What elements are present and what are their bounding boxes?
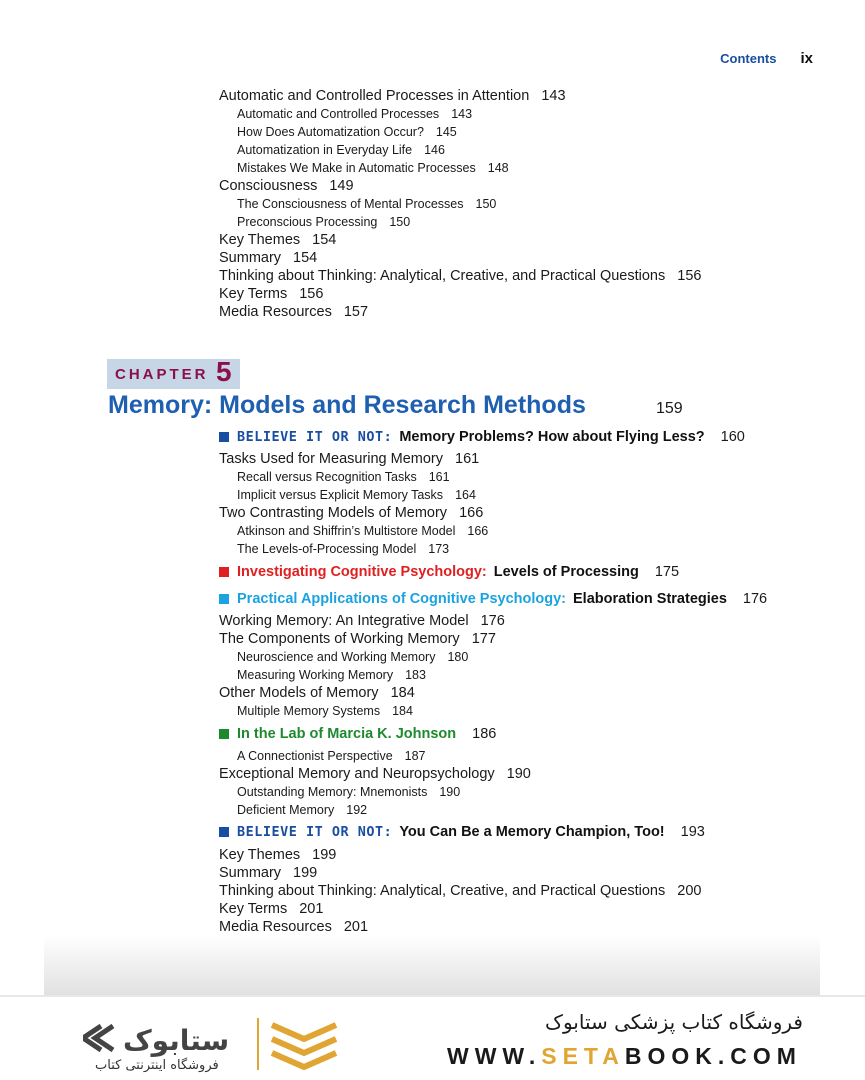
feature-title: Levels of Processing — [493, 564, 639, 580]
toc-entry — [237, 648, 468, 666]
logo-word: ستابوک — [123, 1024, 230, 1057]
toc-entry-title: Recall versus Recognition Tasks — [237, 470, 417, 484]
shop-url — [447, 1043, 802, 1070]
toc-entry-page: 146 — [424, 143, 445, 157]
toc-entry — [219, 177, 354, 195]
toc-entry — [237, 105, 472, 123]
toc-entry-title: A Connectionist Perspective — [237, 749, 393, 763]
toc-entry — [219, 87, 566, 105]
toc-entry — [237, 801, 367, 819]
toc-entry-page: 161 — [428, 470, 450, 484]
feature-lead: Investigating Cognitive Psychology: — [237, 564, 487, 580]
toc-entry-page: 156 — [299, 286, 324, 302]
feature-practical — [219, 590, 767, 608]
toc-entry — [219, 846, 336, 864]
logo-subtitle: فروشگاه اینترنتی کتاب — [95, 1058, 219, 1073]
toc-entry-title: Key Themes — [219, 232, 301, 248]
feature-investigating — [219, 563, 679, 581]
feature-title: Memory Problems? How about Flying Less? — [399, 429, 705, 445]
toc-entry-title: Tasks Used for Measuring Memory — [219, 451, 444, 467]
toc-entry — [237, 213, 410, 231]
toc-entry — [237, 141, 445, 159]
feature-believe-1 — [219, 428, 745, 446]
toc-entry-title: Summary — [219, 250, 282, 266]
toc-entry — [237, 195, 496, 213]
toc-entry-page: 199 — [312, 847, 337, 863]
toc-entry-title: Outstanding Memory: Mnemonists — [237, 785, 428, 799]
toc-entry-title: Neuroscience and Working Memory — [237, 650, 436, 664]
shop-name: فروشگاه کتاب پزشکی ستابوک — [545, 1010, 803, 1034]
feature-lead: BELIEVE IT OR NOT: — [237, 824, 393, 840]
toc-entry — [219, 918, 368, 936]
toc-entry — [219, 267, 701, 285]
toc-entry-title: Multiple Memory Systems — [237, 704, 381, 718]
toc-entry — [219, 765, 531, 783]
toc-entry — [219, 630, 496, 648]
feature-lab — [219, 725, 496, 743]
toc-entry-page: 166 — [467, 524, 489, 538]
toc-entry-title: Automatic and Controlled Processes — [237, 107, 440, 121]
toc-entry-page: 190 — [506, 766, 531, 782]
toc-entry — [219, 303, 368, 321]
toc-entry — [219, 864, 317, 882]
toc-entry-page: 200 — [677, 883, 702, 899]
feature-believe-2 — [219, 823, 705, 841]
footer-divider — [0, 995, 865, 997]
toc-entry-title: Automatization in Everyday Life — [237, 143, 413, 157]
feature-square-icon — [219, 432, 229, 442]
toc-entry-page: 161 — [455, 451, 480, 467]
toc-entry-page: 148 — [487, 161, 509, 175]
toc-entry-page: 150 — [475, 197, 497, 211]
toc-entry-title: Exceptional Memory and Neuropsychology — [219, 766, 495, 782]
chevron-logo-icon — [268, 1017, 340, 1075]
toc-entry-page: 164 — [455, 488, 476, 502]
toc-entry-title: Working Memory: An Integrative Model — [219, 613, 469, 629]
feature-page: 160 — [720, 429, 745, 445]
toc-entry-title: Atkinson and Shiffrin’s Multistore Model — [237, 524, 456, 538]
toc-entry — [237, 468, 450, 486]
toc-entry-page: 149 — [329, 178, 354, 194]
toc-entry-title: Deficient Memory — [237, 803, 335, 817]
toc-entry — [237, 522, 488, 540]
toc-entry — [219, 504, 483, 522]
feature-square-icon — [219, 729, 229, 739]
toc-entry-title: Other Models of Memory — [219, 685, 379, 701]
logo-divider — [257, 1018, 259, 1070]
toc-entry-title: Preconscious Processing — [237, 215, 378, 229]
feature-square-icon — [219, 827, 229, 837]
feature-square-icon — [219, 594, 229, 604]
url-suffix: BOOK.COM — [624, 1043, 802, 1069]
toc-entry-title: Two Contrasting Models of Memory — [219, 505, 448, 521]
toc-entry-title: Thinking about Thinking: Analytical, Creative, and Practical Questions — [219, 268, 666, 284]
toc-entry — [237, 159, 509, 177]
toc-entry-page: 176 — [480, 613, 505, 629]
feature-lead: In the Lab of Marcia K. Johnson — [237, 726, 457, 742]
feature-lead: Practical Applications of Cognitive Psychology: — [237, 591, 566, 607]
toc-entry — [237, 486, 476, 504]
feature-lead: BELIEVE IT OR NOT: — [237, 429, 393, 445]
chapter-title: Memory: Models and Research Methods — [108, 391, 586, 419]
toc-entry-title: How Does Automatization Occur? — [237, 125, 424, 139]
feature-page: 176 — [742, 591, 768, 607]
toc-entry-title: Summary — [219, 865, 282, 881]
toc-entry — [219, 684, 415, 702]
toc-entry — [219, 612, 505, 630]
toc-entry-title: Key Terms — [219, 286, 288, 302]
toc-entry-title: Implicit versus Explicit Memory Tasks — [237, 488, 444, 502]
toc-entry-page: 143 — [541, 88, 566, 104]
toc-entry-title: Media Resources — [219, 304, 332, 320]
toc-entry — [219, 450, 479, 468]
url-prefix: WWW. — [447, 1043, 542, 1069]
toc-entry-page: 187 — [404, 749, 426, 763]
toc-entry — [219, 882, 701, 900]
header-section-title: Contents — [720, 51, 777, 66]
toc-entry-page: 154 — [312, 232, 337, 248]
toc-entry-title: The Levels-of-Processing Model — [237, 542, 417, 556]
toc-entry-page: 166 — [459, 505, 484, 521]
toc-entry-title: The Components of Working Memory — [219, 631, 460, 647]
toc-entry — [237, 540, 449, 558]
toc-entry-page: 180 — [447, 650, 469, 664]
toc-entry-page: 192 — [346, 803, 368, 817]
feature-page: 175 — [654, 564, 680, 580]
toc-entry-page: 156 — [677, 268, 702, 284]
toc-entry — [219, 900, 323, 918]
toc-entry-title: Measuring Working Memory — [237, 668, 394, 682]
page-bottom-shadow — [44, 935, 820, 995]
toc-entry-title: Mistakes We Make in Automatic Processes — [237, 161, 476, 175]
feature-page: 186 — [472, 726, 497, 742]
feature-title: Elaboration Strategies — [573, 591, 727, 607]
toc-entry-page: 145 — [435, 125, 457, 139]
toc-entry-title: Thinking about Thinking: Analytical, Creative, and Practical Questions — [219, 883, 666, 899]
chapter-number: 5 — [216, 356, 232, 387]
chapter-label: CHAPTER — [115, 366, 209, 383]
feature-title: You Can Be a Memory Champion, Too! — [399, 824, 665, 840]
toc-entry-title: Key Themes — [219, 847, 301, 863]
toc-entry-page: 157 — [343, 304, 369, 320]
toc-entry-title: Key Terms — [219, 901, 288, 917]
toc-entry-page: 201 — [343, 919, 369, 935]
chapter-page-number: 159 — [656, 400, 683, 417]
url-accent: SETA — [541, 1043, 625, 1069]
toc-entry — [237, 123, 457, 141]
toc-entry — [237, 666, 426, 684]
toc-entry-page: 190 — [439, 785, 461, 799]
toc-entry-title: Automatic and Controlled Processes in Attention — [219, 88, 530, 104]
toc-entry-title: Consciousness — [219, 178, 318, 194]
toc-entry-page: 154 — [293, 250, 318, 266]
toc-entry-page: 183 — [405, 668, 426, 682]
toc-entry-page: 143 — [451, 107, 473, 121]
toc-entry-page: 201 — [299, 901, 324, 917]
toc-entry — [237, 783, 460, 801]
toc-entry-page: 184 — [390, 685, 415, 701]
toc-entry — [219, 231, 336, 249]
toc-entry-title: Media Resources — [219, 919, 332, 935]
toc-entry-page: 173 — [428, 542, 450, 556]
toc-entry-page: 199 — [293, 865, 318, 881]
feature-page: 193 — [680, 824, 705, 840]
toc-entry-title: The Consciousness of Mental Processes — [237, 197, 464, 211]
header-page-number: ix — [800, 50, 813, 67]
toc-entry-page: 177 — [471, 631, 496, 647]
toc-entry-page: 184 — [392, 704, 413, 718]
feature-square-icon — [219, 567, 229, 577]
toc-entry — [219, 249, 317, 267]
toc-entry — [219, 285, 323, 303]
toc-entry — [237, 747, 426, 765]
running-header — [720, 50, 813, 67]
toc-entry — [237, 702, 413, 720]
toc-entry-page: 150 — [389, 215, 411, 229]
